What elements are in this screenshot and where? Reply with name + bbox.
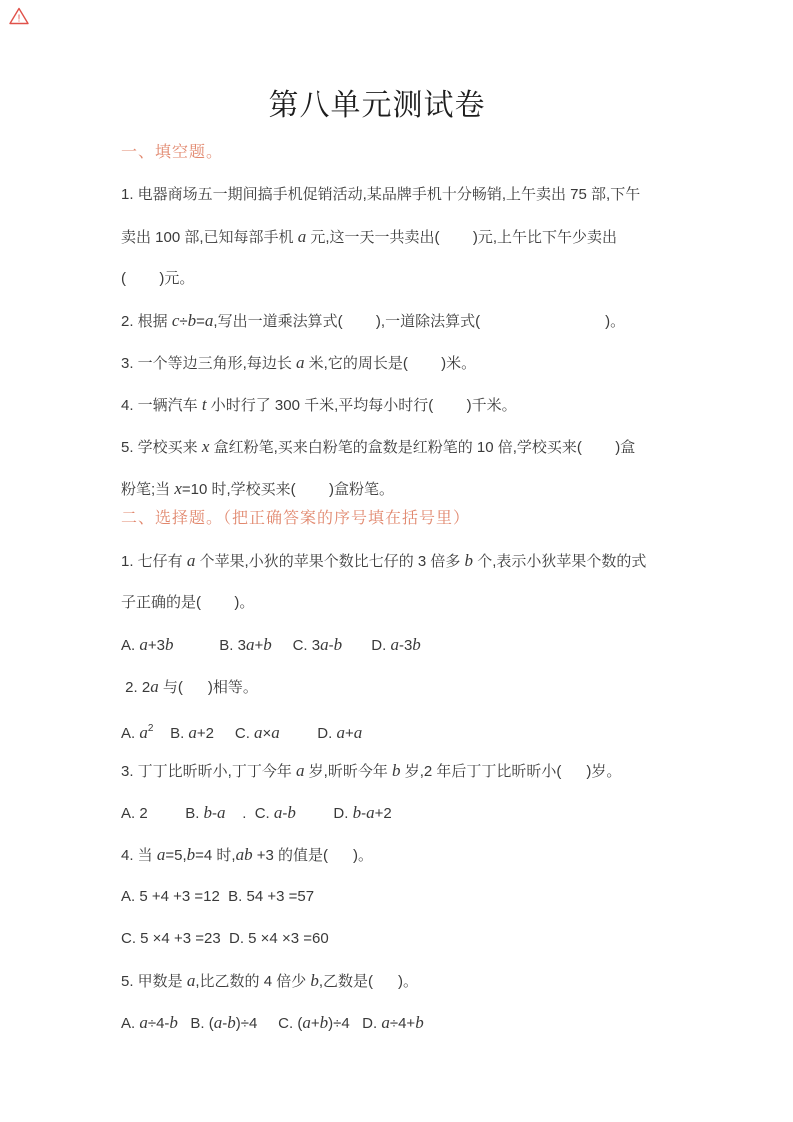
text-run: )÷4 D.	[328, 1015, 382, 1032]
text-run: -	[328, 637, 334, 654]
text-run: 4. 一辆汽车	[121, 397, 202, 414]
text-run: 5. 甲数是	[121, 973, 187, 990]
text-run: 2. 2	[121, 679, 151, 696]
math-variable: a	[296, 353, 305, 372]
text-run: -3	[398, 637, 413, 654]
text-run: ,写出一道乘法算式( ),一道除法算式( )。	[213, 313, 626, 330]
text-run: ,乙数是( )。	[318, 973, 419, 990]
text-run: A.	[121, 1015, 140, 1032]
s1-q5-line-1	[121, 426, 681, 468]
s2-q3-options	[121, 792, 681, 834]
text-run: 二、选择题。（把正确答案的序号填在括号里）	[121, 510, 471, 527]
math-variable: a	[353, 723, 363, 742]
math-variable: a	[245, 635, 255, 654]
worksheet-body	[121, 132, 681, 1044]
math-variable: b	[164, 635, 174, 654]
math-variable: a	[273, 803, 283, 822]
math-variable: a	[188, 723, 197, 742]
math-variable: b	[169, 1013, 178, 1032]
s2-q2-options	[121, 708, 681, 750]
math-variable: b	[310, 971, 319, 990]
text-run: =4 时,	[195, 847, 236, 864]
text-run: 1. 电器商场五一期间搞手机促销活动,某品牌手机十分畅销,上午卖出 75 部,下午	[121, 186, 641, 203]
s2-q2	[121, 666, 681, 708]
s2-q4-options-cd	[121, 918, 681, 960]
math-variable: a	[186, 971, 196, 990]
text-run: A.	[121, 725, 140, 742]
math-variable: b	[186, 845, 196, 864]
text-run: =5,	[165, 847, 187, 864]
s1-q1-line-1	[121, 174, 681, 216]
text-run: +	[254, 637, 264, 654]
math-variable: a	[297, 227, 307, 246]
text-run: 与( )相等。	[158, 679, 258, 696]
text-run: D.	[342, 637, 391, 654]
text-run: B. (	[177, 1015, 214, 1032]
math-variable: c	[171, 311, 180, 330]
text-run: +3 的值是( )。	[252, 847, 374, 864]
text-run: . C.	[225, 805, 274, 822]
text-run: )÷4 C. (	[235, 1015, 303, 1032]
text-run: 3. 一个等边三角形,每边长	[121, 355, 297, 372]
text-run: 子正确的是( )。	[121, 594, 255, 611]
text-run: 盒红粉笔,买来白粉笔的盒数是红粉笔的 10 倍,学校买来( )盒	[209, 439, 636, 456]
broken-image-warning-icon	[9, 7, 29, 25]
s2-q1-options	[121, 624, 681, 666]
section-2-heading	[121, 498, 681, 540]
math-variable: b	[203, 803, 213, 822]
text-run: -	[212, 805, 218, 822]
s2-q1-line-2	[121, 582, 681, 624]
text-run: 岁,昕昕今年	[304, 763, 393, 780]
text-run: ÷4-	[147, 1015, 170, 1032]
math-variable: t	[201, 395, 207, 414]
text-run: -	[282, 805, 288, 822]
s1-q1-line-2	[121, 216, 681, 258]
text-run: -	[361, 805, 367, 822]
exclamation-glyph: !	[17, 13, 21, 25]
math-variable: b	[415, 1013, 424, 1032]
text-run: B.	[153, 725, 189, 742]
s2-q5-options	[121, 1002, 681, 1044]
math-variable: a	[186, 551, 196, 570]
s2-q3	[121, 750, 681, 792]
math-variable: a	[213, 1013, 223, 1032]
text-run: 小时行了 300 千米,平均每小时行( )千米。	[206, 397, 517, 414]
math-variable: a	[139, 723, 148, 742]
text-run: ( )元。	[121, 270, 195, 287]
math-variable: a	[296, 761, 305, 780]
text-run: A. 2 B.	[121, 805, 204, 822]
text-run: =	[196, 313, 205, 330]
s2-q1-line-1	[121, 540, 681, 582]
math-variable: b	[287, 803, 296, 822]
math-variable: a	[271, 723, 280, 742]
text-run: 粉笔;当	[121, 481, 175, 498]
text-run: 3. 丁丁比昕昕小,丁丁今年	[121, 763, 297, 780]
s2-q4	[121, 834, 681, 876]
text-run: C. 5 ×4 +3 =23 D. 5 ×4 ×3 =60	[121, 930, 329, 947]
s1-q2	[121, 300, 681, 342]
text-run: 元,这一天一共卖出( )元,上午比下午少卖出	[306, 229, 618, 246]
text-run: A. 5 +4 +3 =12 B. 54 +3 =57	[121, 888, 315, 905]
text-run: 1. 七仔有	[121, 553, 187, 570]
math-variable: a	[336, 723, 345, 742]
math-variable: a	[217, 803, 226, 822]
text-run: 卖出 100 部,已知每部手机	[121, 229, 298, 246]
math-variable: b	[392, 761, 401, 780]
math-variable: a	[204, 311, 214, 330]
section-1-heading	[121, 132, 681, 174]
math-variable: b	[333, 635, 343, 654]
text-run: A.	[121, 637, 140, 654]
text-run: 岁,2 年后丁丁比昕昕小( )岁。	[400, 763, 622, 780]
text-run: +2	[374, 805, 392, 822]
text-run: 4. 当	[121, 847, 157, 864]
text-run: +2 C.	[196, 725, 255, 742]
text-run: 一、填空题。	[121, 144, 224, 161]
math-variable: b	[352, 803, 362, 822]
math-variable: a	[139, 635, 148, 654]
text-run: D.	[279, 725, 337, 742]
s1-q1-line-3	[121, 258, 681, 300]
text-run: -	[222, 1015, 228, 1032]
text-run: ,比乙数的 4 倍少	[195, 973, 311, 990]
math-variable: b	[412, 635, 421, 654]
math-variable: b	[187, 311, 197, 330]
text-run: =10 时,学校买来( )盒粉笔。	[181, 481, 395, 498]
math-variable: x	[174, 479, 182, 498]
text-run: 个,表示小狄苹果个数的式	[473, 553, 647, 570]
text-run: D.	[295, 805, 353, 822]
math-variable: b	[227, 1013, 236, 1032]
text-run: 米,它的周长是( )米。	[304, 355, 477, 372]
page-title: 第八单元测试卷	[268, 89, 486, 122]
math-variable: b	[464, 551, 474, 570]
math-variable: a	[139, 1013, 148, 1032]
text-run: ×	[262, 725, 272, 742]
math-variable: b	[244, 845, 253, 864]
text-run: +	[344, 725, 354, 742]
math-variable: a	[390, 635, 399, 654]
s1-q3	[121, 342, 681, 384]
math-variable: a	[302, 1013, 311, 1032]
text-run: 2. 根据	[121, 313, 172, 330]
text-run: ÷	[179, 313, 188, 330]
text-run: +3	[147, 637, 165, 654]
text-run: ÷4+	[389, 1015, 416, 1032]
math-variable: a	[254, 723, 263, 742]
math-variable: x	[201, 437, 210, 456]
math-variable: a	[150, 677, 159, 696]
text-run: 个苹果,小狄的苹果个数比七仔的 3 倍多	[195, 553, 465, 570]
s1-q4	[121, 384, 681, 426]
math-variable: a	[381, 1013, 390, 1032]
math-variable: a	[156, 845, 166, 864]
text-run: B. 3	[173, 637, 246, 654]
math-variable: b	[319, 1013, 329, 1032]
s2-q5	[121, 960, 681, 1002]
text-run: C. 3	[271, 637, 321, 654]
s2-q4-options-ab	[121, 876, 681, 918]
superscript: 2	[147, 723, 154, 734]
text-run: 5. 学校买来	[121, 439, 202, 456]
text-run: +	[310, 1015, 320, 1032]
math-variable: a	[320, 635, 329, 654]
math-variable: a	[235, 845, 245, 864]
math-variable: b	[263, 635, 272, 654]
math-variable: a	[366, 803, 375, 822]
